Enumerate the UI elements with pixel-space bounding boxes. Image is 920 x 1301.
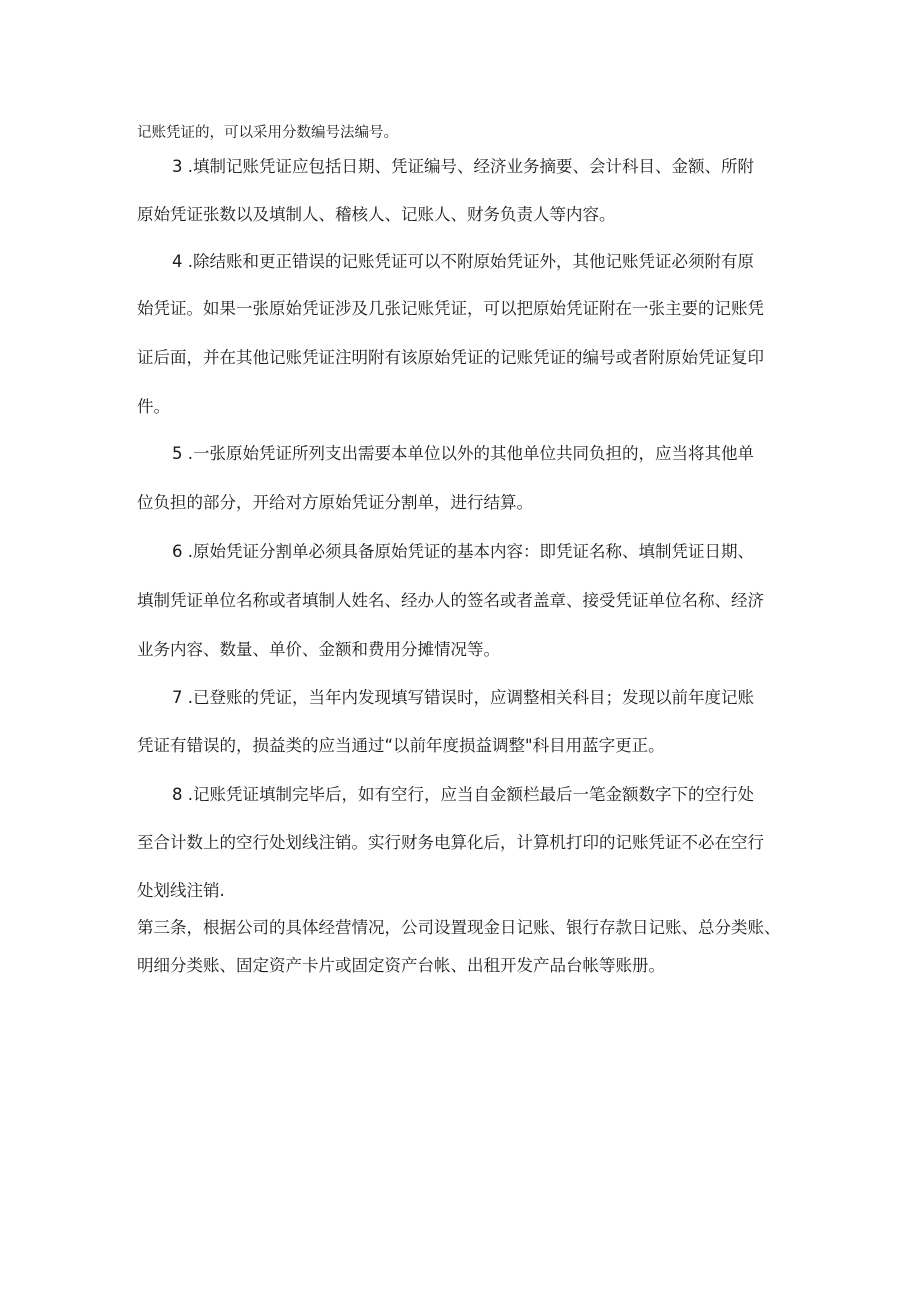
text-line: 凭证有错误的，损益类的应当通过“以前年度损益调整"科目用蓝字更正。 — [137, 736, 665, 755]
text-line: 位负担的部分，开给对方原始凭证分割单，进行结算。 — [137, 493, 533, 512]
text-line: 业务内容、数量、单价、金额和费用分摊情况等。 — [137, 640, 500, 659]
text-line: 明细分类账、固定资产卡片或固定资产台帐、出租开发产品台帐等账册。 — [137, 956, 665, 975]
text-line: 第三条，根据公司的具体经营情况，公司设置现金日记账、银行存款日记账、总分类账、 — [137, 918, 781, 937]
text-line: 填制凭证单位名称或者填制人姓名、经办人的签名或者盖章、接受凭证单位名称、经济 — [137, 591, 764, 610]
text-line: 始凭证。如果一张原始凭证涉及几张记账凭证，可以把原始凭证附在一张主要的记账凭 — [137, 299, 764, 318]
text-line: 4 .除结账和更正错误的记账凭证可以不附原始凭证外，其他记账凭证必须附有原 — [172, 252, 754, 271]
text-line: 原始凭证张数以及填制人、稽核人、记账人、财务负责人等内容。 — [137, 205, 616, 224]
text-line: 至合计数上的空行处划线注销。实行财务电算化后，计算机打印的记账凭证不必在空行 — [137, 833, 764, 852]
text-line: 6 .原始凭证分割单必须具备原始凭证的基本内容：即凭证名称、填制凭证日期、 — [172, 542, 754, 561]
text-line: 记账凭证的，可以采用分数编号法编号。 — [137, 125, 398, 141]
text-line: 7 .已登账的凭证，当年内发现填写错误时，应调整相关科目；发现以前年度记账 — [172, 688, 754, 707]
text-line: 处划线注销. — [137, 881, 225, 900]
text-line: 件。 — [137, 397, 170, 416]
text-line: 5 .一张原始凭证所列支出需要本单位以外的其他单位共同负担的，应当将其他单 — [172, 444, 754, 463]
text-line: 8 .记账凭证填制完毕后，如有空行，应当自金额栏最后一笔金额数字下的空行处 — [172, 785, 754, 804]
text-line: 证后面，并在其他记账凭证注明附有该原始凭证的记账凭证的编号或者附原始凭证复印 — [137, 348, 764, 367]
text-line: 3 .填制记账凭证应包括日期、凭证编号、经济业务摘要、会计科目、金额、所附 — [172, 157, 754, 176]
